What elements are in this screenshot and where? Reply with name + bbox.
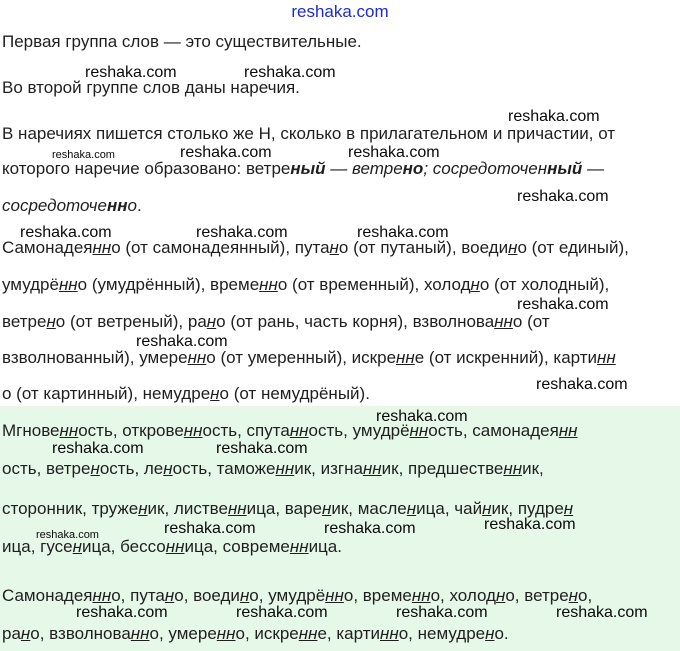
text-line <box>2 31 362 53</box>
text-run: ость, ветре <box>2 459 91 478</box>
watermark: reshaka.com <box>324 520 416 537</box>
text-run: н <box>322 499 332 518</box>
watermark: reshaka.com <box>556 604 648 621</box>
text-run: о, пута <box>111 586 165 605</box>
text-run: нн <box>325 586 344 605</box>
text-run: нн <box>597 348 616 367</box>
text-run: ица, бессо <box>81 537 166 556</box>
text-run: о, <box>578 586 593 605</box>
text-run: Мгнове <box>2 421 60 440</box>
text-run: нн <box>59 421 79 440</box>
watermark: reshaka.com <box>180 144 272 161</box>
text-run: н <box>485 624 495 643</box>
text-run: о (от ветреный), ра <box>55 312 207 331</box>
watermark: reshaka.com <box>20 224 112 241</box>
text-run: ость, открове <box>78 421 184 440</box>
text-run: ра <box>2 624 21 643</box>
text-run: о, немудре <box>398 624 486 643</box>
text-run: о <box>127 196 137 215</box>
text-run: нн <box>396 348 415 367</box>
text-run: ик, изгна <box>294 459 363 478</box>
text-run: ость, самонадея <box>428 421 559 440</box>
text-run: о, време <box>343 586 412 605</box>
text-run: ик, предшестве <box>381 459 504 478</box>
text-run: о (от холодный), <box>479 275 610 294</box>
watermark: reshaka.com <box>536 376 628 393</box>
text-run: н <box>46 312 56 331</box>
text-run: Первая группа слов — это существительные. <box>2 32 362 51</box>
text-run: нн <box>558 421 578 440</box>
watermark: reshaka.com <box>376 408 468 425</box>
text-run: ; сосредоточен <box>423 159 548 178</box>
text-run: нн <box>92 238 112 257</box>
site-header[interactable]: reshaka.com <box>291 2 389 21</box>
text-run: о (умудрённый), време <box>77 275 260 294</box>
text-run: ица, чай <box>416 499 483 518</box>
text-run: нн <box>106 196 128 215</box>
text-run: нн <box>411 586 431 605</box>
text-run: Самонадея <box>2 586 93 605</box>
text-run: н <box>138 499 148 518</box>
text-run: сторонник, труже <box>2 499 139 518</box>
text-run: нн <box>227 499 247 518</box>
text-run: ик, масле <box>331 499 407 518</box>
text-run: которого наречие образовано: ветре <box>2 159 291 178</box>
text-line <box>2 420 578 442</box>
text-run: ость, ле <box>99 459 164 478</box>
text-run: о, умудрё <box>249 586 326 605</box>
text-line <box>2 195 142 217</box>
text-run: н <box>239 586 250 605</box>
text-run: ица, варе <box>246 499 322 518</box>
text-run: нн <box>298 624 318 643</box>
text-run: о, взволнова <box>30 624 131 643</box>
text-run: н <box>508 238 518 257</box>
text-run: н <box>90 459 100 478</box>
watermark: reshaka.com <box>517 188 609 205</box>
text-run: нн <box>362 459 382 478</box>
text-line <box>2 347 616 369</box>
watermark: reshaka.com <box>36 529 99 541</box>
watermark: reshaka.com <box>196 224 288 241</box>
watermark: reshaka.com <box>52 149 115 161</box>
text-run: ветре <box>352 159 403 178</box>
watermark: reshaka.com <box>484 516 576 533</box>
text-run: нн <box>187 348 207 367</box>
text-run: о (от <box>512 312 550 331</box>
text-run: — <box>582 159 604 178</box>
text-line <box>2 123 615 145</box>
text-line <box>2 458 544 480</box>
text-run: о, искре <box>235 624 299 643</box>
text-run: ица, совреме <box>184 537 290 556</box>
text-run: н <box>210 384 220 403</box>
watermark: reshaka.com <box>52 440 144 457</box>
text-run: умудрё <box>2 275 59 294</box>
text-line <box>2 311 550 333</box>
text-run: . <box>136 196 142 215</box>
text-run: сосредоточе <box>2 196 107 215</box>
text-run: В наречиях пишется столько же Н, сколько в прилагательном и причастии, от <box>2 124 616 143</box>
text-run: о, умере <box>149 624 217 643</box>
text-run: о, холод <box>430 586 496 605</box>
watermark: reshaka.com <box>357 224 449 241</box>
text-run: — <box>325 159 352 178</box>
text-run: Самонадея <box>2 238 93 257</box>
watermark: reshaka.com <box>164 520 256 537</box>
text-run: ость, таможе <box>172 459 276 478</box>
watermark: reshaka.com <box>216 440 308 457</box>
text-run: о (от умеренный), искре <box>206 348 397 367</box>
text-run: н <box>72 537 82 556</box>
text-run: о (от самонадеянный), пута <box>111 238 330 257</box>
watermark: reshaka.com <box>85 64 177 81</box>
text-run: е, карти <box>317 624 380 643</box>
text-run: о (от временный), холод <box>277 275 471 294</box>
text-run: н <box>206 312 217 331</box>
text-run: о (от единый), <box>517 238 629 257</box>
text-run: нн <box>503 459 523 478</box>
text-run: нн <box>58 275 78 294</box>
text-run: о (от картинный), немудре <box>2 384 211 403</box>
text-run: ость, умудрё <box>308 421 410 440</box>
text-run: ветре <box>2 312 47 331</box>
watermark: reshaka.com <box>244 64 336 81</box>
text-run: нн <box>289 537 309 556</box>
text-run: о, ветре <box>505 586 569 605</box>
text-run: о (от немудрёный). <box>219 384 370 403</box>
text-run: н <box>329 238 339 257</box>
text-run: нн <box>130 624 150 643</box>
text-run: нн <box>165 537 185 556</box>
text-run: нн <box>183 421 203 440</box>
text-run: нн <box>289 421 309 440</box>
text-line <box>2 623 509 645</box>
text-run: нн <box>494 312 513 331</box>
text-run: н <box>563 499 574 518</box>
watermark: reshaka.com <box>136 333 228 350</box>
text-run: н <box>164 586 175 605</box>
text-run: н <box>163 459 173 478</box>
text-run: ость, спута <box>202 421 290 440</box>
text-run: нн <box>409 421 429 440</box>
text-run: но <box>402 159 424 178</box>
text-run: ик, листве <box>147 499 228 518</box>
text-run: ица, гусе <box>2 537 73 556</box>
watermark: reshaka.com <box>508 108 600 125</box>
text-line <box>2 274 609 296</box>
text-run: н <box>406 499 417 518</box>
text-run: ик, пудре <box>491 499 564 518</box>
text-run: н <box>470 275 480 294</box>
text-run: нн <box>92 586 112 605</box>
text-run: нн <box>216 624 236 643</box>
text-run: нн <box>275 459 295 478</box>
text-run: взволнованный), умере <box>2 348 188 367</box>
watermark: reshaka.com <box>517 296 609 313</box>
watermark: reshaka.com <box>236 604 328 621</box>
text-run: о, воеди <box>174 586 240 605</box>
text-run: н <box>482 499 492 518</box>
text-run: ица. <box>308 537 342 556</box>
text-run: е (от искренний), карти <box>414 348 598 367</box>
text-run: о (от путаный), воеди <box>338 238 509 257</box>
text-line <box>2 383 370 405</box>
text-run: о. <box>494 624 509 643</box>
watermark: reshaka.com <box>76 604 168 621</box>
watermark: reshaka.com <box>396 604 488 621</box>
text-run: н <box>495 586 506 605</box>
text-run: Во второй группе слов даны наречия. <box>2 78 300 97</box>
text-run: ный <box>547 159 583 178</box>
text-run: н <box>20 624 31 643</box>
text-run: нн <box>380 624 399 643</box>
text-run: нн <box>259 275 278 294</box>
text-run: н <box>568 586 579 605</box>
text-run: ный <box>290 159 326 178</box>
text-run: ик, <box>522 459 544 478</box>
watermark: reshaka.com <box>348 144 440 161</box>
text-run: о (от рань, часть корня), взволнова <box>216 312 495 331</box>
